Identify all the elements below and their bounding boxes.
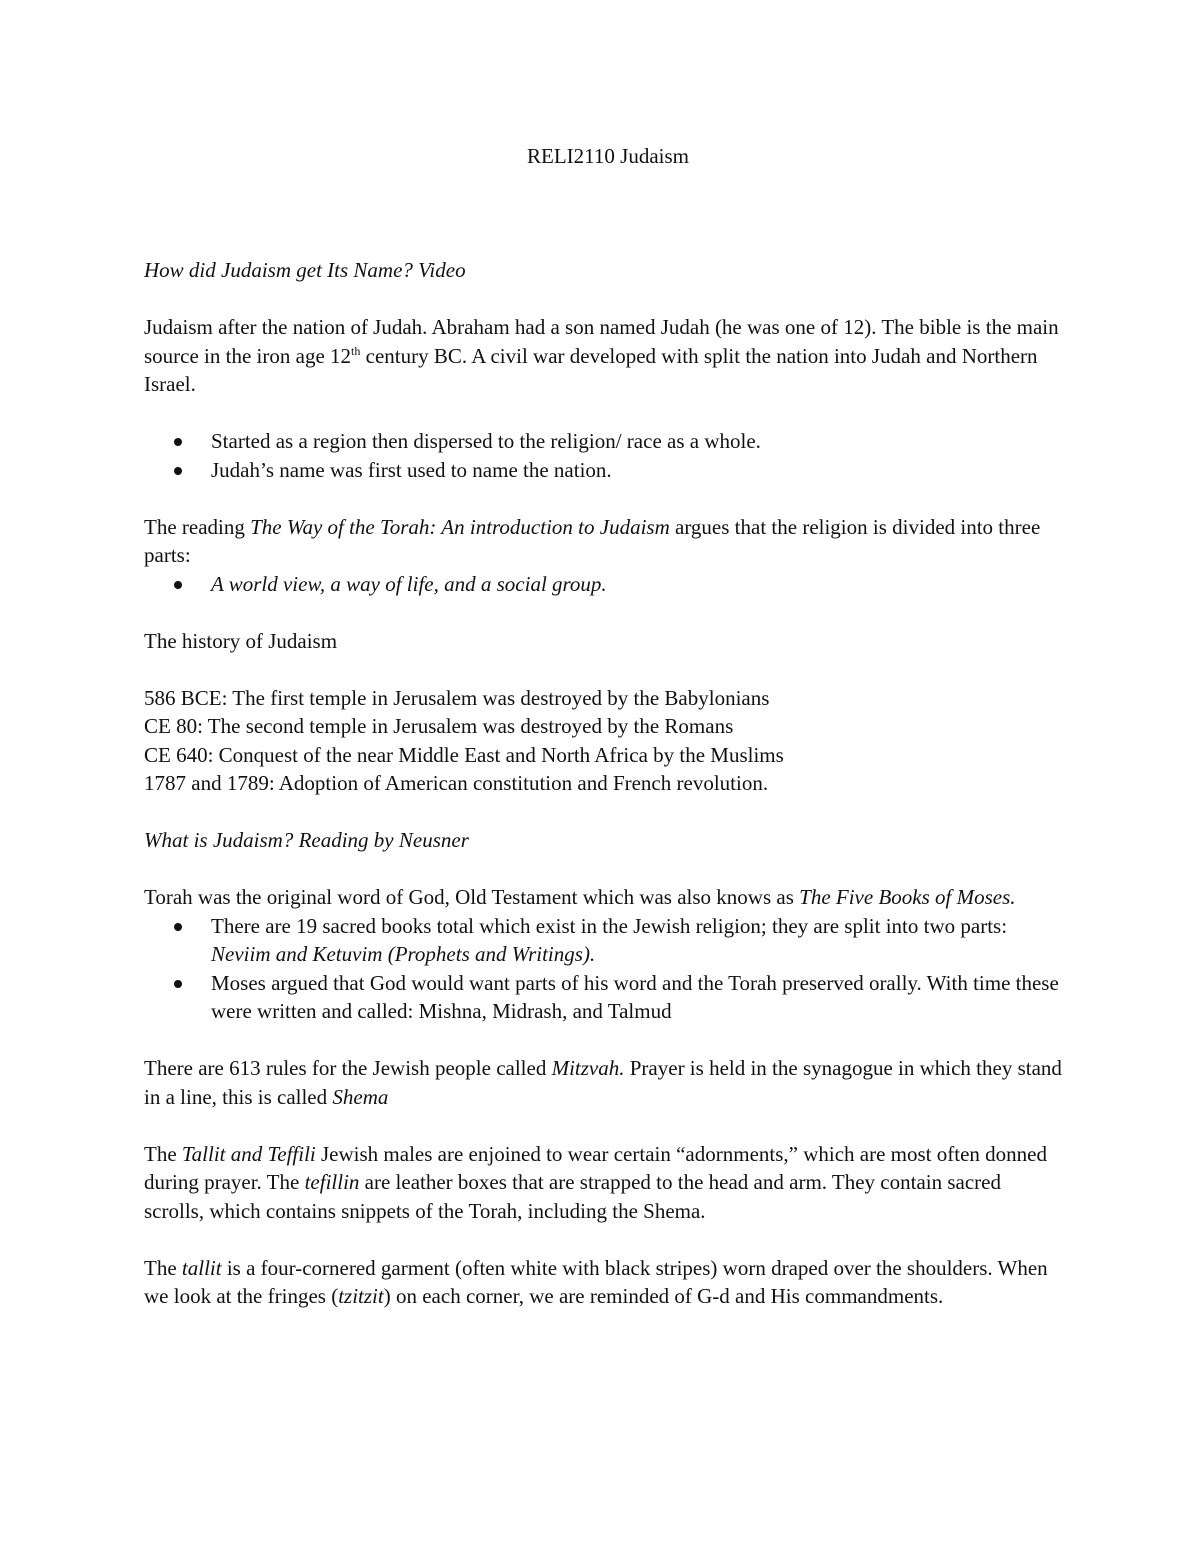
bullet-icon — [174, 923, 182, 931]
list-item: A world view, a way of life, and a social group. — [144, 570, 1064, 599]
document-page — [144, 142, 1064, 1311]
history-event: 586 BCE: The first temple in Jerusalem was destroyed by the Babylonians — [144, 685, 770, 710]
bullet-icon — [174, 467, 182, 475]
list-item: There are 19 sacred books total which exist in the Jewish religion; they are split into two parts: Neviim and Ketuvim (Prophets and Writings). — [144, 912, 1064, 969]
bullet-list-name — [144, 427, 1064, 484]
paragraph-judah: Judaism after the nation of Judah. Abraham had a son named Judah (he was one of 12). The bible is the main source in the iron age 12th century BC. A civil war developed with split the nation into Judah and Northern Israel. — [144, 315, 1059, 396]
list-item: Moses argued that God would want parts of his word and the Torah preserved orally. With time these were written and called: Mishna, Midrash, and Talmud — [144, 969, 1064, 1026]
bullet-icon — [174, 438, 182, 446]
bullet-list-parts — [144, 570, 1064, 599]
paragraph-torah: Torah was the original word of God, Old Testament which was also knows as The Five Books of Moses. — [144, 885, 1016, 909]
history-event: 1787 and 1789: Adoption of American constitution and French revolution. — [144, 771, 769, 795]
bullet-icon — [174, 581, 182, 589]
history-heading: The history of Judaism — [144, 628, 338, 653]
bullet-icon — [174, 980, 182, 988]
list-item: Started as a region then dispersed to the religion/ race as a whole. — [144, 427, 1064, 456]
list-item: Judah’s name was first used to name the nation. — [144, 456, 1064, 485]
bullet-list-books — [144, 912, 1064, 1026]
history-event: CE 640: Conquest of the near Middle East and North Africa by the Muslims — [144, 742, 784, 767]
paragraph-tallit: The tallit is a four-cornered garment (often white with black stripes) worn draped over the shoulders. When we look at the fringes (tzitzit) on each corner, we are reminded of G-d and His commandments. — [144, 1255, 1048, 1308]
paragraph-tefillin: The Tallit and Teffili Jewish males are enjoined to wear certain “adornments,” which are most often donned during prayer. The tefillin are leather boxes that are strapped to the head and arm. They contain sacred scrolls, which contains snippets of the Torah, including the Shema. — [144, 1141, 1047, 1223]
paragraph-mitzvah: There are 613 rules for the Jewish people called Mitzvah. Prayer is held in the synagogue in which they stand in a line, this is called Shema — [144, 1056, 1062, 1109]
history-event: CE 80: The second temple in Jerusalem was destroyed by the Romans — [144, 714, 734, 738]
section-heading-neusner: What is Judaism? Reading by Neusner — [144, 828, 469, 852]
section-heading-name-video: How did Judaism get Its Name? Video — [144, 258, 466, 282]
document-title: RELI2110 Judaism — [527, 144, 689, 168]
paragraph-reading: The reading The Way of the Torah: An introduction to Judaism argues that the religion is divided into three parts: — [144, 514, 1041, 567]
